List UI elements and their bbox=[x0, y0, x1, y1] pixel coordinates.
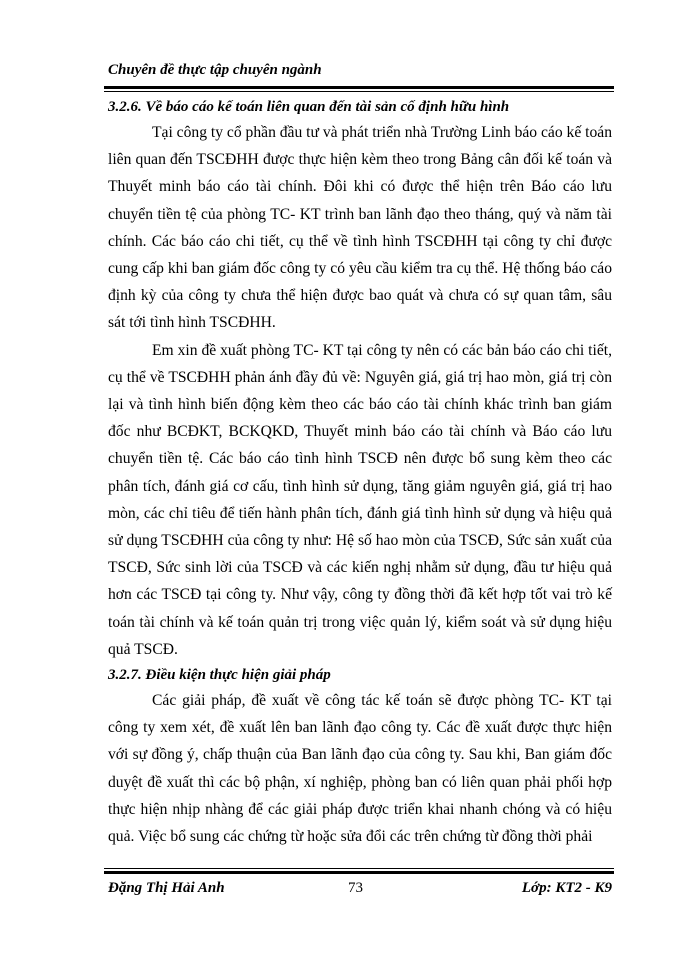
section-heading: 3.2.7. Điều kiện thực hiện giải pháp bbox=[108, 667, 331, 684]
footer-author: Đặng Thị Hải Anh bbox=[108, 880, 225, 896]
section-heading: 3.2.6. Về báo cáo kế toán liên quan đến tài sản cố định hữu hình bbox=[108, 99, 510, 115]
section-3-2-7 bbox=[108, 665, 612, 850]
footer-rule-secondary bbox=[104, 868, 614, 869]
page-number: 73 bbox=[348, 880, 363, 896]
header-title: Chuyên đề thực tập chuyên ngành bbox=[108, 62, 322, 78]
paragraph: Các giải pháp, đề xuất về công tác kế toán sẽ được phòng TC- KT tại công ty xem xét, đề xuất lên ban lãnh đạo công ty. Các đề xuất được thực hiện với sự đồng ý, chấp thuận của Ban lãnh đạo của công ty. Sau khi, Ban giám đốc duyệt đề xuất thì các bộ phận, xí nghiệp, phòng ban có liên quan phải phối hợp thực hiện nhịp nhàng để các giải pháp được triển khai nhanh chóng và có hiệu quả. Việc bổ sung các chứng từ hoặc sửa đổi các trên chứng từ đồng thời phải bbox=[108, 692, 612, 846]
header-rule-secondary bbox=[104, 91, 614, 92]
footer-class: Lớp: KT2 - K9 bbox=[521, 880, 612, 896]
header-rule bbox=[104, 86, 614, 89]
section-3-2-6 bbox=[108, 97, 612, 663]
footer-rule bbox=[104, 871, 614, 874]
document-body bbox=[108, 97, 612, 850]
paragraph: Tại công ty cổ phần đầu tư và phát triển nhà Trường Linh báo cáo kế toán liên quan đến TSCĐHH được thực hiện kèm theo trong Bảng cân đối kế toán và Thuyết minh báo cáo tài chính. Đôi khi có được thể hiện trên Báo cáo lưu chuyển tiền tệ của phòng TC- KT trình ban lãnh đạo theo tháng, quý và năm tài chính. Các báo cáo chi tiết, cụ thể về tình hình TSCĐHH tại công ty chỉ được cung cấp khi ban giám đốc công ty có yêu cầu kiểm tra cụ thể. Hệ thống báo cáo định kỳ của công ty chưa thể hiện được bao quát và chưa có sự quan tâm, sâu sát tới tình hình TSCĐHH. bbox=[108, 124, 612, 332]
paragraph: Em xin đề xuất phòng TC- KT tại công ty nên có các bản báo cáo chi tiết, cụ thể về TSCĐHH phản ánh đầy đủ về: Nguyên giá, giá trị hao mòn, giá trị còn lại và tình hình biến động kèm theo các báo cáo tài chính khác trình ban giám đốc như BCĐKT, BCKQKD, Thuyết minh báo cáo tài chính và Báo cáo lưu chuyển tiền tệ. Các báo cáo tình hình TSCĐ nên được bổ sung kèm theo các phân tích, đánh giá cơ cấu, tình hình sử dụng, tăng giảm nguyên giá, giá trị hao mòn, các chỉ tiêu để tiến hành phân tích, đánh giá tình hình sử dụng và hiệu quả sử dụng TSCĐHH của công ty như: Hệ số hao mòn của TSCĐ, Sức sản xuất của TSCĐ, Sức sinh lời của TSCĐ và các kiến nghị nhằm sử dụng, đầu tư hiệu quả hơn các TSCĐ tại công ty. Như vậy, công ty đồng thời đã kết hợp tốt vai trò kế toán tài chính và kế toán quản trị trong việc quản lý, kiểm soát và sử dụng hiệu quả TSCĐ. bbox=[108, 341, 612, 658]
